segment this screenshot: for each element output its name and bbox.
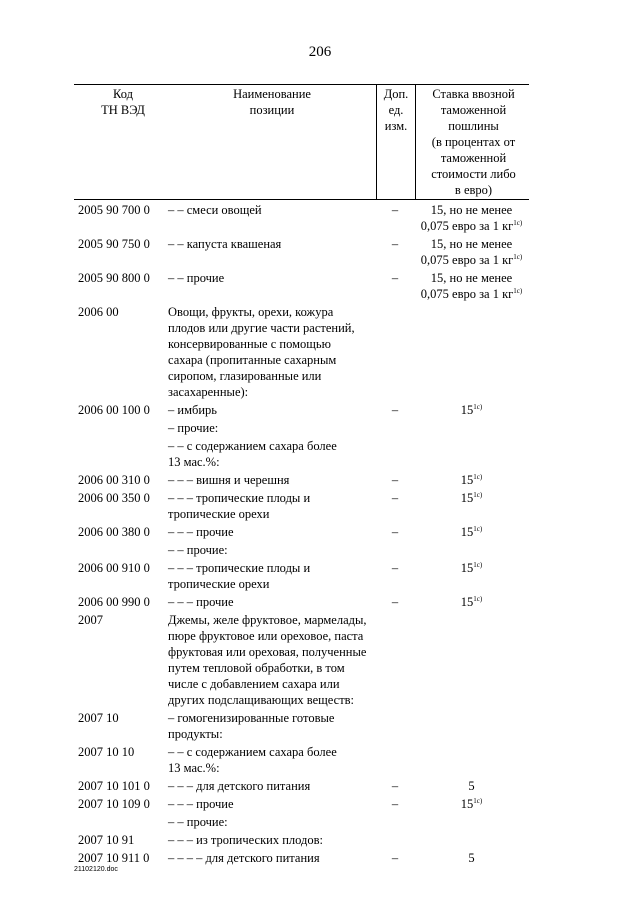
row-name: – гомогенизированные готовые продукты: <box>168 711 335 741</box>
header-code: Код ТН ВЭД <box>101 87 145 117</box>
rate-value: 15 <box>460 561 474 575</box>
row-unit: – <box>391 851 399 865</box>
row-rate <box>414 490 529 522</box>
tariff-table <box>74 84 529 868</box>
row-name: – – с содержанием сахара более 13 мас.%: <box>168 745 337 775</box>
rate-value: 15 <box>460 491 474 505</box>
row-code: 2007 10 911 0 <box>78 851 150 865</box>
rate-value: 15 <box>460 797 474 811</box>
footnote-mark: 1с) <box>473 525 483 533</box>
row-code: 2007 10 109 0 <box>78 797 150 811</box>
rate-line <box>414 236 529 252</box>
footnote-mark: 1с) <box>513 253 523 261</box>
footnote-mark: 1с) <box>473 797 483 805</box>
table-row <box>74 438 529 470</box>
row-rate <box>414 796 529 812</box>
row-rate <box>414 270 529 302</box>
rate-value: 15, но не менее <box>430 237 513 251</box>
page-number: 206 <box>308 44 332 60</box>
table-row <box>74 796 529 812</box>
rate-value: 15 <box>460 595 474 609</box>
row-name: Овощи, фрукты, орехи, кожура плодов или другие части растений, консервированные с помощью сахара (пропитанные сахарным сиропом, глазированные или засахаренные): <box>168 305 355 399</box>
row-rate <box>414 542 529 558</box>
row-unit: – <box>391 203 399 217</box>
row-name: – – прочие: <box>168 543 228 557</box>
row-rate <box>414 420 529 436</box>
row-code <box>74 438 168 470</box>
row-rate <box>414 832 529 848</box>
table-row <box>74 402 529 418</box>
table-row <box>74 542 529 558</box>
row-unit: – <box>391 525 399 539</box>
rate-line <box>414 778 529 794</box>
row-unit: – <box>391 561 399 575</box>
table-row <box>74 778 529 794</box>
footnote-mark: 1с) <box>473 473 483 481</box>
row-unit: – <box>391 271 399 285</box>
row-name: – – прочие <box>168 271 225 285</box>
row-code: 2006 00 310 0 <box>78 473 150 487</box>
table-row <box>74 814 529 830</box>
table-row <box>74 472 529 488</box>
rate-line <box>414 472 529 488</box>
row-code: 2006 00 380 0 <box>78 525 150 539</box>
rate-line <box>414 560 529 576</box>
row-name: – – капуста квашеная <box>168 237 282 251</box>
row-unit <box>376 814 414 830</box>
rate-line <box>414 402 529 418</box>
row-unit: – <box>391 473 399 487</box>
row-rate <box>414 594 529 610</box>
table-row <box>74 420 529 436</box>
footnote-mark: 1с) <box>473 595 483 603</box>
row-name: – – – тропические плоды и тропические орехи <box>168 561 311 591</box>
row-unit <box>376 438 414 470</box>
row-code: 2006 00 990 0 <box>78 595 150 609</box>
row-unit: – <box>391 797 399 811</box>
table-row <box>74 236 529 268</box>
row-rate <box>414 402 529 418</box>
rate-line <box>414 796 529 812</box>
header-name: Наименование позиции <box>233 87 311 117</box>
row-name: – – – вишня и черешня <box>168 473 290 487</box>
row-unit <box>376 832 414 848</box>
row-unit: – <box>391 491 399 505</box>
table-row <box>74 524 529 540</box>
row-name: – имбирь <box>168 403 217 417</box>
table-body <box>74 200 529 866</box>
table-row <box>74 304 529 400</box>
table-row <box>74 744 529 776</box>
rate-line <box>414 218 529 234</box>
row-code: 2005 90 700 0 <box>78 203 150 217</box>
row-rate <box>414 524 529 540</box>
rate-line <box>414 202 529 218</box>
row-rate <box>414 710 529 742</box>
row-code: 2006 00 100 0 <box>78 403 150 417</box>
row-unit: – <box>391 779 399 793</box>
footnote-mark: 1с) <box>473 403 483 411</box>
footer-filename: 21102120.doc <box>74 866 118 873</box>
table-row <box>74 594 529 610</box>
row-unit: – <box>391 595 399 609</box>
row-code: 2007 10 10 <box>78 745 135 759</box>
row-unit <box>376 612 414 708</box>
table-row <box>74 612 529 708</box>
footnote-mark: 1с) <box>513 287 523 295</box>
row-name: – – – прочие <box>168 525 234 539</box>
row-rate <box>414 744 529 776</box>
row-rate <box>414 778 529 794</box>
header-unit: Доп. ед. изм. <box>376 85 416 199</box>
row-code: 2007 10 91 <box>78 833 135 847</box>
row-unit <box>376 542 414 558</box>
row-name: – – – прочие <box>168 595 234 609</box>
rate-line <box>414 594 529 610</box>
table-row <box>74 832 529 848</box>
row-code: 2007 <box>78 613 103 627</box>
table-row <box>74 560 529 592</box>
row-name: Джемы, желе фруктовое, мармелады, пюре фруктовое или ореховое, паста фруктовая или ореховая, полученные путем тепловой обработки, в том числе с добавлением сахара или других подслащивающих веществ: <box>168 613 367 707</box>
rate-line <box>414 252 529 268</box>
row-code: 2005 90 800 0 <box>78 271 150 285</box>
rate-line <box>414 270 529 286</box>
row-code <box>74 814 168 830</box>
row-name: – – – из тропических плодов: <box>168 833 324 847</box>
rate-min-value: 0,075 евро за 1 кг <box>420 219 514 233</box>
row-rate <box>414 304 529 400</box>
row-code: 2006 00 <box>78 305 119 319</box>
rate-line <box>414 490 529 506</box>
row-code: 2005 90 750 0 <box>78 237 150 251</box>
row-code: 2006 00 350 0 <box>78 491 150 505</box>
rate-value: 15 <box>460 525 474 539</box>
row-unit <box>376 304 414 400</box>
row-unit <box>376 420 414 436</box>
row-rate <box>414 814 529 830</box>
row-code: 2007 10 <box>78 711 119 725</box>
rate-value: 15 <box>460 473 474 487</box>
row-rate <box>414 472 529 488</box>
rate-line <box>414 524 529 540</box>
row-rate <box>414 438 529 470</box>
row-name: – – смеси овощей <box>168 203 262 217</box>
footnote-mark: 1с) <box>473 491 483 499</box>
rate-value: 5 <box>468 851 475 865</box>
rate-value: 15 <box>460 403 474 417</box>
rate-min-value: 0,075 евро за 1 кг <box>420 253 514 267</box>
row-code <box>74 420 168 436</box>
row-unit: – <box>391 237 399 251</box>
row-rate <box>414 560 529 592</box>
footnote-mark: 1с) <box>513 219 523 227</box>
row-code: 2006 00 910 0 <box>78 561 150 575</box>
rate-value: 15, но не менее <box>430 271 513 285</box>
row-rate <box>414 236 529 268</box>
table-row <box>74 270 529 302</box>
row-name: – – – для детского питания <box>168 779 311 793</box>
rate-line <box>414 286 529 302</box>
table-header <box>74 84 529 200</box>
row-rate <box>414 202 529 234</box>
row-unit <box>376 710 414 742</box>
row-rate <box>414 850 529 866</box>
row-name: – – прочие: <box>168 815 228 829</box>
row-unit: – <box>391 403 399 417</box>
row-code <box>74 542 168 558</box>
row-name: – – с содержанием сахара более 13 мас.%: <box>168 439 337 469</box>
header-rate: Ставка ввозной таможенной пошлины (в процентах от таможенной стоимости либо в евро) <box>431 87 516 197</box>
row-name: – – – тропические плоды и тропические орехи <box>168 491 311 521</box>
table-row <box>74 490 529 522</box>
rate-value: 5 <box>468 779 475 793</box>
row-unit <box>376 744 414 776</box>
rate-value: 15, но не менее <box>430 203 513 217</box>
row-name: – – – – для детского питания <box>168 851 320 865</box>
table-row <box>74 202 529 234</box>
footnote-mark: 1с) <box>473 561 483 569</box>
table-row <box>74 710 529 742</box>
rate-min-value: 0,075 евро за 1 кг <box>420 287 514 301</box>
row-rate <box>414 612 529 708</box>
row-code: 2007 10 101 0 <box>78 779 150 793</box>
row-name: – – – прочие <box>168 797 234 811</box>
table-row <box>74 850 529 866</box>
rate-line <box>414 850 529 866</box>
row-name: – прочие: <box>168 421 219 435</box>
